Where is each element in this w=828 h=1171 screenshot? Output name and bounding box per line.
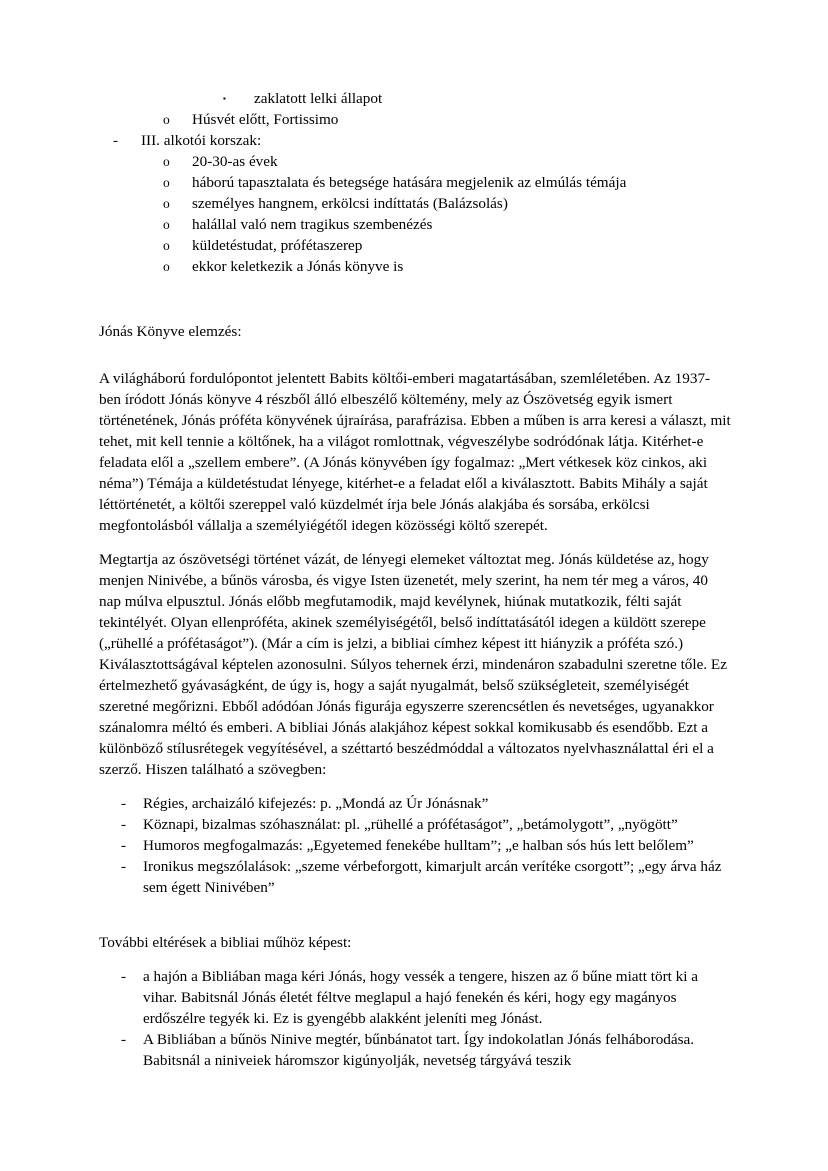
circle-bullet-icon: o [163,238,170,253]
list-item-label: III. alkotói korszak: [141,132,262,149]
list-item-label: küldetéstudat, prófétaszerep [192,237,363,254]
list-item-label: Régies, archaizáló kifejezés: p. „Mondá az Úr Jónásnak” [143,795,489,812]
spacer [99,342,731,368]
document-content [99,88,731,1071]
list-item-label: A Bibliában a bűnös Ninive megtér, bűnbánatot tart. Így indokolatlan Jónás felháborodása. Babitsnál a niniveiek háromszor kigúnyolják, nevetség tárgyává teszik [143,1031,695,1069]
list-item [99,193,731,214]
dash-bullet-icon: - [121,858,127,875]
list-item [99,172,731,193]
list-item-label: 20-30-as évek [192,153,278,170]
list-item-label: Köznapi, bizalmas szóhasználat: pl. „rühellé a prófétaságot”, „betámolygott”, „nyögött” [143,816,678,833]
spacer [99,277,731,321]
dash-bullet-icon: - [121,837,127,854]
circle-bullet-icon: o [163,112,170,127]
circle-bullet-icon: o [163,217,170,232]
list-item-label: Húsvét előtt, Fortissimo [192,111,339,128]
list-item [99,88,731,109]
list-item-label: Humoros megfogalmazás: „Egyetemed fenekébe hulltam”; „e halban sós hús lett belőlem” [143,837,694,854]
list-item-label: ekkor keletkezik a Jónás könyve is [192,258,404,275]
outline-list [99,88,731,277]
circle-bullet-icon: o [163,154,170,169]
list-item [99,966,731,1029]
style-examples-list [99,793,731,898]
dash-bullet-icon: - [121,1031,127,1048]
spacer [99,780,731,793]
circle-bullet-icon: o [163,259,170,274]
section-heading: Jónás Könyve elemzés: [99,323,242,340]
list-item-label: zaklatott lelki állapot [254,90,383,107]
square-bullet-icon: ▪ [223,94,226,103]
further-differences-heading: További eltérések a bibliai műhöz képest: [99,934,352,951]
spacer [99,536,731,549]
dash-bullet-icon: - [113,132,119,149]
list-item [99,856,731,898]
list-item [99,1029,731,1071]
dash-bullet-icon: - [121,795,127,812]
list-item [99,130,731,151]
list-item [99,835,731,856]
list-item [99,109,731,130]
dash-bullet-icon: - [121,816,127,833]
list-item-label: Ironikus megszólalások: „szeme vérbeforgott, kimarjult arcán verítéke csorgott”; „egy árva ház sem égett Ninivében” [143,858,722,896]
spacer [99,898,731,932]
list-item [99,235,731,256]
circle-bullet-icon: o [163,175,170,190]
list-item [99,256,731,277]
spacer [99,953,731,966]
list-item-label: háború tapasztalata és betegsége hatására megjelenik az elmúlás témája [192,174,627,191]
circle-bullet-icon: o [163,196,170,211]
list-item [99,814,731,835]
list-item-label: halállal való nem tragikus szembenézés [192,216,433,233]
list-item [99,793,731,814]
paragraph-analysis-intro: A világháború fordulópontot jelentett Babits költői-emberi magatartásában, szemléletében. Az 1937-ben íródott Jónás könyve 4 részből álló elbeszélő költemény, mely az Ószövetség egyik ismert történetének, Jónás próféta könyvének újraírása, parafrázisa. Ebben a műben is arra keresi a választ, mit tehet, mit kell tennie a költőnek, ha a világot romlottnak, végveszélybe sodródónak látja. Kitérhet-e feladata elől a „szellem embere”. (A Jónás könyvében így fogalmaz: „Mert vétkesek köz cinkos, aki néma”) Témája a küldetéstudat lényege, kitérhet-e a feladat elől a kiválasztott. Babits Mihály a saját léttörténetét, a költői szereppel való küzdelmét írja bele Jónás alakjába és sorsába, erkölcsi megfontolásból vállalja a személyiégétől idegen közösségi költő szerepét. [99,370,731,534]
paragraph-story-changes: Megtartja az ószövetségi történet vázát, de lényegi elemeket változtat meg. Jónás küldetése az, hogy menjen Ninivébe, a bűnös városba, és vigye Isten üzenetét, mely szerint, ha nem tér meg a város, 40 nap múlva elpusztul. Jónás előbb megfutamodik, majd kevélynek, hiúnak mutatkozik, félti saját tekintélyét. Olyan ellenpróféta, akinek személyiségétől, belső indíttatásától idegen a küldött szerepe („rühellé a prófétaságot”). (Már a cím is jelzi, a bibliai címhez képest itt hiányzik a próféta szó.) Kiválasztottságával képtelen azonosulni. Súlyos tehernek érzi, mindenáron szabadulni szeretne tőle. Ez értelmezhető gyávaságként, de úgy is, hogy a saját nyugalmát, belső szükségleteit, személyiségét szeretné megőrizni. Ebből adódóan Jónás figurája egyszerre szerencsétlen és nevetséges, ugyanakkor szánalomra méltó és emberi. A bibliai Jónás alakjához képest sokkal komikusabb és esendőbb. Ezt a különböző stílusrétegek vegyítésével, a széttartó beszédmóddal a változatos nyelvhasználattal éri el a szerző. Hiszen található a szövegben: [99,551,727,778]
list-item [99,214,731,235]
dash-bullet-icon: - [121,968,127,985]
list-item [99,151,731,172]
list-item-label: a hajón a Bibliában maga kéri Jónás, hogy vessék a tengere, hiszen az ő bűne miatt tört ki a vihar. Babitsnál Jónás életét féltve meglapul a hajó fenekén és kéri, hogy egy magányos erdőszélre tegyék ki. Ez is gyengébb alakként jeleníti meg Jónást. [143,968,699,1027]
further-differences-list [99,966,731,1071]
list-item-label: személyes hangnem, erkölcsi indíttatás (Balázsolás) [192,195,508,212]
